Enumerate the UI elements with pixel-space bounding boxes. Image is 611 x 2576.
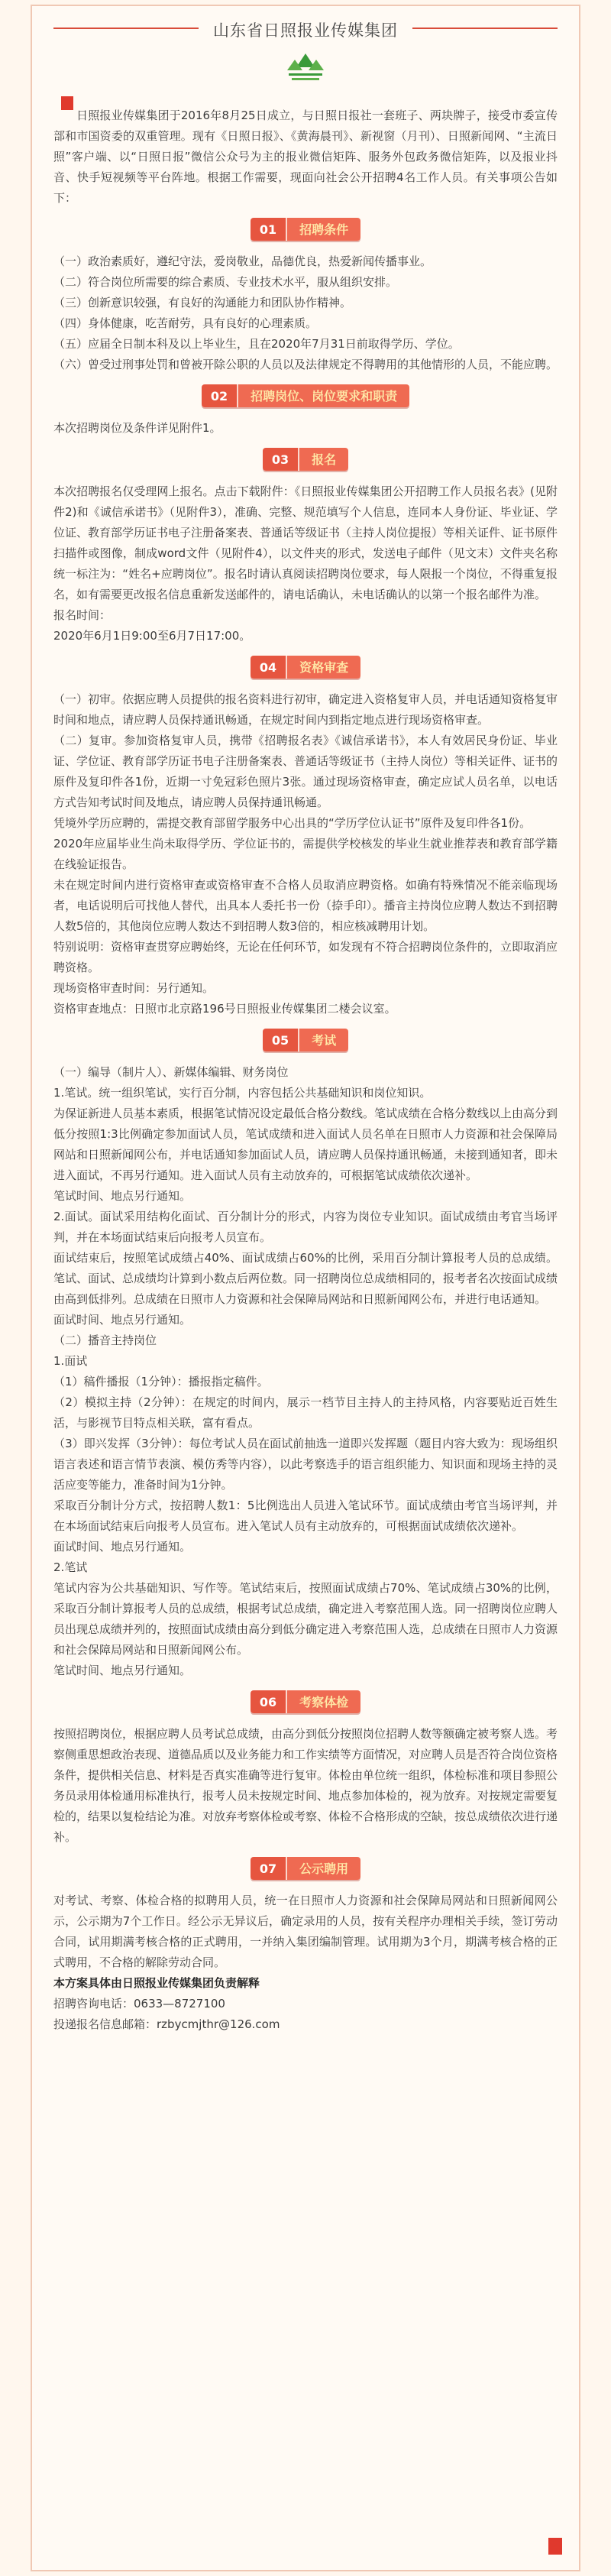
contact-email: 投递报名信息邮箱：rzbycmjthr@126.com [53, 2017, 280, 2031]
section-heading [53, 448, 558, 471]
footer-note: 本方案具体由日照报业传媒集团负责解释 [53, 1976, 260, 1990]
paragraph: 本次招聘报名仅受理网上报名。点击下载附件：《日照报业传媒集团公开招聘工作人员报名表》(见附件2)和《诚信承诺书》（见附件3），准确、完整、规范填写个人信息，连同本人身份证、毕业证、学位证、教育部学历证书电子注册备案表、普通话等级证书（主持人岗位提报）等相关证件、证书原件扫描件或图像，制成word文件（见附件4），以文件夹的形式，发送电子邮件（见文末）文件夹名称统一标注为：“姓名+应聘岗位”。报名时请认真阅读招聘岗位要求，每人限报一个岗位，不得重复报名，如有需要更改报名信息重新发送邮件的，请电话确认，未电话确认的以第一个报名邮件为准。 [53, 484, 558, 601]
paragraph: 面试结束后，按照笔试成绩占40%、面试成绩占60%的比例，采用百分制计算报考人员的总成绩。笔试、面试、总成绩均计算到小数点后两位数。同一招聘岗位总成绩相同的，报考者名次按面试成绩由高到低排列。总成绩在日照市人力资源和社会保障局网站和日照新闻网公布，并进行电话通知。 [53, 1251, 558, 1306]
paragraph: 按照招聘岗位，根据应聘人员考试总成绩，由高分到低分按照岗位招聘人数等额确定被考察人选。考察侧重思想政治表现、道德品质以及业务能力和工作实绩等方面情况，对应聘人员是否符合岗位资格条件，提供相关信息、材料是否真实准确等进行复审。体检由单位统一组织，体检标准和项目参照公务员录用体检通用标准执行，报考人员未按规定时间、地点参加体检的，视为放弃。对按规定需要复检的，结果以复检结论为准。对放弃考察体检或考察、体检不合格形成的空缺，按总成绩依次进行递补。 [53, 1727, 558, 1844]
paragraph: （二）复审。参加资格复审人员，携带《招聘报名表》《诚信承诺书》，本人有效居民身份证、毕业证、学位证、教育部学历证书电子注册备案表、普通话等级证书（主持人岗位）等相关证件、证书的原件及复印件各1份，近期一寸免冠彩色照片3张。通过现场资格审查，确定应试人员名单，以电话方式告知考试时间及地点，请应聘人员保持通讯畅通。 [53, 734, 558, 809]
section-title: 资格审查 [286, 656, 360, 679]
article-body [53, 92, 558, 2035]
paragraph: 2020年6月1日9:00至6月7日17:00。 [53, 629, 251, 643]
corner-decoration-bottom [548, 2538, 562, 2555]
paragraph: 为保证新进人员基本素质，根据笔试情况设定最低合格分数线。笔试成绩在合格分数线以上由高分到低分按照1:3比例确定参加面试人员，笔试成绩和进入面试人员名单在日照市人力资源和社会保障局网站和日照新闻网公布，并电话通知参加面试人员，请应聘人员保持通讯畅通，未接到通知者，即未进入面试，不再另行通知。进入面试人员有主动放弃的，可根据笔试成绩依次递补。 [53, 1107, 558, 1182]
paragraph: 凭境外学历应聘的，需提交教育部留学服务中心出具的“学历学位认证书”原件及复印件各1份。 [53, 816, 532, 830]
paragraph: （一）政治素质好，遵纪守法，爱岗敬业，品德优良，热爱新闻传播事业。 [53, 254, 432, 268]
paragraph: 本次招聘岗位及条件详见附件1。 [53, 421, 221, 435]
paragraph: 现场资格审查时间：另行通知。 [53, 981, 215, 995]
paragraph: （二）符合岗位所需要的综合素质、专业技术水平，服从组织安排。 [53, 275, 398, 289]
paragraph: （六）曾受过刑事处罚和曾被开除公职的人员以及法律规定不得聘用的其他情形的人员，不能应聘。 [53, 358, 558, 371]
paragraph: （二）播音主持岗位 [53, 1333, 157, 1347]
mountain-logo-icon [283, 50, 328, 86]
paragraph: （四）身体健康，吃苦耐劳，具有良好的心理素质。 [53, 316, 318, 330]
section-number: 03 [263, 448, 298, 471]
paragraph: 2.笔试 [53, 1560, 88, 1574]
paragraph: 未在规定时间内进行资格审查或资格审查不合格人员取消应聘资格。如确有特殊情况不能亲临现场者，电话说明后可找他人替代，出具本人委托书一份（捺手印）。播音主持岗位应聘人数达不到招聘人数5倍的，其他岗位应聘人数达不到招聘人数3倍的，相应核减聘用计划。 [53, 878, 558, 933]
paragraph: 面试时间、地点另行通知。 [53, 1540, 192, 1554]
paragraph: 笔试内容为公共基础知识、写作等。笔试结束后，按照面试成绩占70%、笔试成绩占30%的比例，采取百分制计算报考人员的总成绩，根据考试总成绩，确定进入考察范围人选。同一招聘岗位应聘人员出现总成绩并列的，按照面试成绩由高分到低分确定进入考察范围人选，总成绩在日照市人力资源和社会保障局网站和日照新闻网公布。 [53, 1581, 558, 1657]
header [0, 11, 611, 79]
header-rule-right [412, 28, 558, 29]
paragraph: （五）应届全日制本科及以上毕业生，且在2020年7月31日前取得学历、学位。 [53, 337, 460, 351]
section-title: 考察体检 [286, 1690, 360, 1713]
section-title: 报名 [298, 448, 348, 471]
paragraph: 2.面试。面试采用结构化面试、百分制计分的形式，内容为岗位专业知识。面试成绩由考官当场评判，并在本场面试结束后向报考人员宣布。 [53, 1210, 558, 1244]
section-title: 公示聘用 [286, 1857, 360, 1880]
section-heading [53, 1857, 558, 1880]
paragraph: 资格审查地点：日照市北京路196号日照报业传媒集团二楼会议室。 [53, 1002, 396, 1016]
section-heading [53, 656, 558, 679]
paragraph: （3）即兴发挥（3分钟）：每位考试人员在面试前抽选一道即兴发挥题（题目内容大致为：现场组织语言表述和语言情节表演、模仿秀等内容），以此考察选手的语言组织能力、知识面和现场主持的灵活应变等能力，准备时间为1分钟。 [53, 1437, 558, 1492]
paragraph: 面试时间、地点另行通知。 [53, 1313, 192, 1327]
section-number: 07 [251, 1857, 286, 1880]
section-title: 招聘岗位、岗位要求和职责 [237, 384, 409, 407]
org-title: 山东省日照报业传媒集团 [213, 21, 398, 40]
contact-phone: 招聘咨询电话：0633—8727100 [53, 1997, 225, 2011]
paragraph: 对考试、考察、体检合格的拟聘用人员，统一在日照市人力资源和社会保障局网站和日照新闻网公示，公示期为7个工作日。经公示无异议后，确定录用的人员，按有关程序办理相关手续，签订劳动合同，试用期满考核合格的正式聘用，一并纳入集团编制管理。试用期为3个月，期满考核合格的正式聘用，不合格的解除劳动合同。 [53, 1894, 558, 1969]
section-number: 01 [251, 218, 286, 241]
section-heading [53, 384, 558, 407]
section-heading [53, 1690, 558, 1713]
paragraph: 报名时间： [53, 608, 112, 622]
section-number: 02 [202, 384, 237, 407]
paragraph: （三）创新意识较强，有良好的沟通能力和团队协作精神。 [53, 296, 352, 309]
section-title: 招聘条件 [286, 218, 360, 241]
paragraph: 2020年应届毕业生尚未取得学历、学位证书的，需提供学校核发的毕业生就业推荐表和教育部学籍在线验证报告。 [53, 837, 558, 871]
paragraph: （1）稿件播报（1分钟）：播报指定稿件。 [53, 1375, 269, 1388]
section-heading [53, 218, 558, 241]
section-title: 考试 [298, 1029, 348, 1051]
paragraph: 1.笔试。统一组织笔试，实行百分制，内容包括公共基础知识和岗位知识。 [53, 1086, 432, 1100]
paragraph: （一）编导（制片人）、新媒体编辑、财务岗位 [53, 1065, 289, 1079]
paragraph: （一）初审。依据应聘人员提供的报名资料进行初审，确定进入资格复审人员，并电话通知资格复审时间和地点，请应聘人员保持通讯畅通，在规定时间内到指定地点进行现场资格审查。 [53, 692, 558, 727]
section-number: 06 [251, 1690, 286, 1713]
paragraph: 笔试时间、地点另行通知。 [53, 1189, 192, 1203]
section-heading [53, 1029, 558, 1051]
paragraph: 采取百分制计分方式，按招聘人数1：5比例选出人员进入笔试环节。面试成绩由考官当场评判，并在本场面试结束后向报考人员宣布。进入笔试人员有主动放弃的，可根据面试成绩依次递补。 [53, 1499, 558, 1533]
intro-paragraph: 日照报业传媒集团于2016年8月25日成立，与日照日报社一套班子、两块牌子，接受市委宣传部和市国资委的双重管理。现有《日照日报》、《黄海晨刊》、新视窗（月刊）、日照新闻网、“主流日照”客户端、以“日照日报”微信公众号为主的报业微信矩阵、服务外包政务微信矩阵，以及报业抖音、快手短视频等平台阵地。根据工作需要，现面向社会公开招聘4名工作人员。有关事项公告如下： [53, 109, 558, 205]
paragraph: 特别说明：资格审查贯穿应聘始终，无论在任何环节，如发现有不符合招聘岗位条件的，立即取消应聘资格。 [53, 940, 558, 974]
paragraph: 笔试时间、地点另行通知。 [53, 1664, 192, 1677]
section-number: 05 [263, 1029, 298, 1051]
paragraph: 1.面试 [53, 1354, 88, 1368]
paragraph: （2）模拟主持（2分钟）：在规定的时间内，展示一档节目主持人的主持风格，内容要贴近百姓生活，与影视节目特点相关联，富有看点。 [53, 1395, 558, 1430]
section-number: 04 [251, 656, 286, 679]
